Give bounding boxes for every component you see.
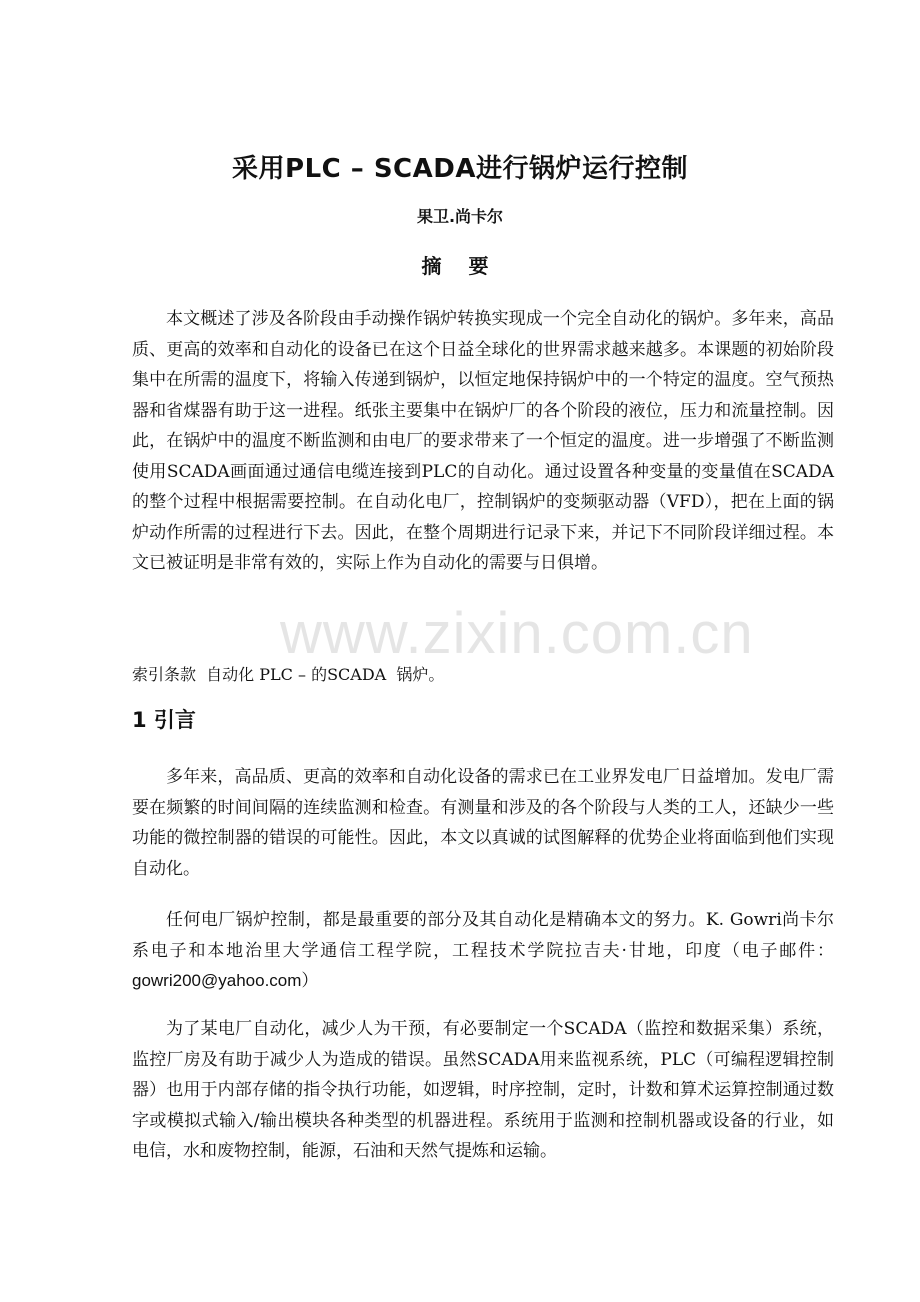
section-heading-introduction: 1 引言	[132, 708, 196, 732]
intro-paragraph-2	[132, 905, 834, 997]
intro-paragraph-2-text: 任何电厂锅炉控制，都是最重要的部分及其自动化是精确本文的努力。K. Gowri尚卡尔系电子和本地治里大学通信工程学院，工程技术学院拉吉夫·甘地，印度（电子邮件：	[132, 910, 834, 961]
intro-paragraph-2-close: ）	[301, 971, 319, 991]
abstract-paragraph: 本文概述了涉及各阶段由手动操作锅炉转换实现成一个完全自动化的锅炉。多年来，高品质、更高的效率和自动化的设备已在这个日益全球化的世界需求越来越多。本课题的初始阶段集中在所需的温度下，将输入传递到锅炉，以恒定地保持锅炉中的一个特定的温度。空气预热器和省煤器有助于这一进程。纸张主要集中在锅炉厂的各个阶段的液位，压力和流量控制。因此，在锅炉中的温度不断监测和由电厂的要求带来了一个恒定的温度。进一步增强了不断监测使用SCADA画面通过通信电缆连接到PLC的自动化。通过设置各种变量的变量值在SCADA的整个过程中根据需要控制。在自动化电厂，控制锅炉的变频驱动器（VFD），把在上面的锅炉动作所需的过程进行下去。因此，在整个周期进行记录下来，并记下不同阶段详细过程。本文已被证明是非常有效的，实际上作为自动化的需要与日俱增。	[132, 309, 834, 573]
author-name: 果卫.尚卡尔	[416, 207, 504, 226]
index-terms: 索引条款 自动化 PLC – 的SCADA 锅炉。	[132, 665, 445, 684]
intro-paragraph-1: 多年来，高品质、更高的效率和自动化设备的需求已在工业界发电厂日益增加。发电厂需要在频繁的时间间隔的连续监测和检查。有测量和涉及的各个阶段与人类的工人，还缺少一些功能的微控制器的错误的可能性。因此，本文以真诚的试图解释的优势企业将面临到他们实现自动化。	[132, 767, 834, 879]
watermark: www.zixin.com.cn	[280, 601, 754, 666]
author-email: gowri200@yahoo.com	[132, 971, 302, 990]
abstract-heading: 摘 要	[421, 254, 499, 278]
intro-paragraph-3: 为了某电厂自动化，减少人为干预，有必要制定一个SCADA（监控和数据采集）系统，监控厂房及有助于减少人为造成的错误。虽然SCADA用来监视系统，PLC（可编程逻辑控制器）也用于内部存储的指令执行功能，如逻辑，时序控制，定时，计数和算术运算控制通过数字或模拟式输入/输出模块各种类型的机器进程。系统用于监测和控制机器或设备的行业，如电信，水和废物控制，能源，石油和天然气提炼和运输。	[132, 1019, 834, 1161]
document-title: 采用PLC – SCADA进行锅炉运行控制	[232, 154, 688, 184]
